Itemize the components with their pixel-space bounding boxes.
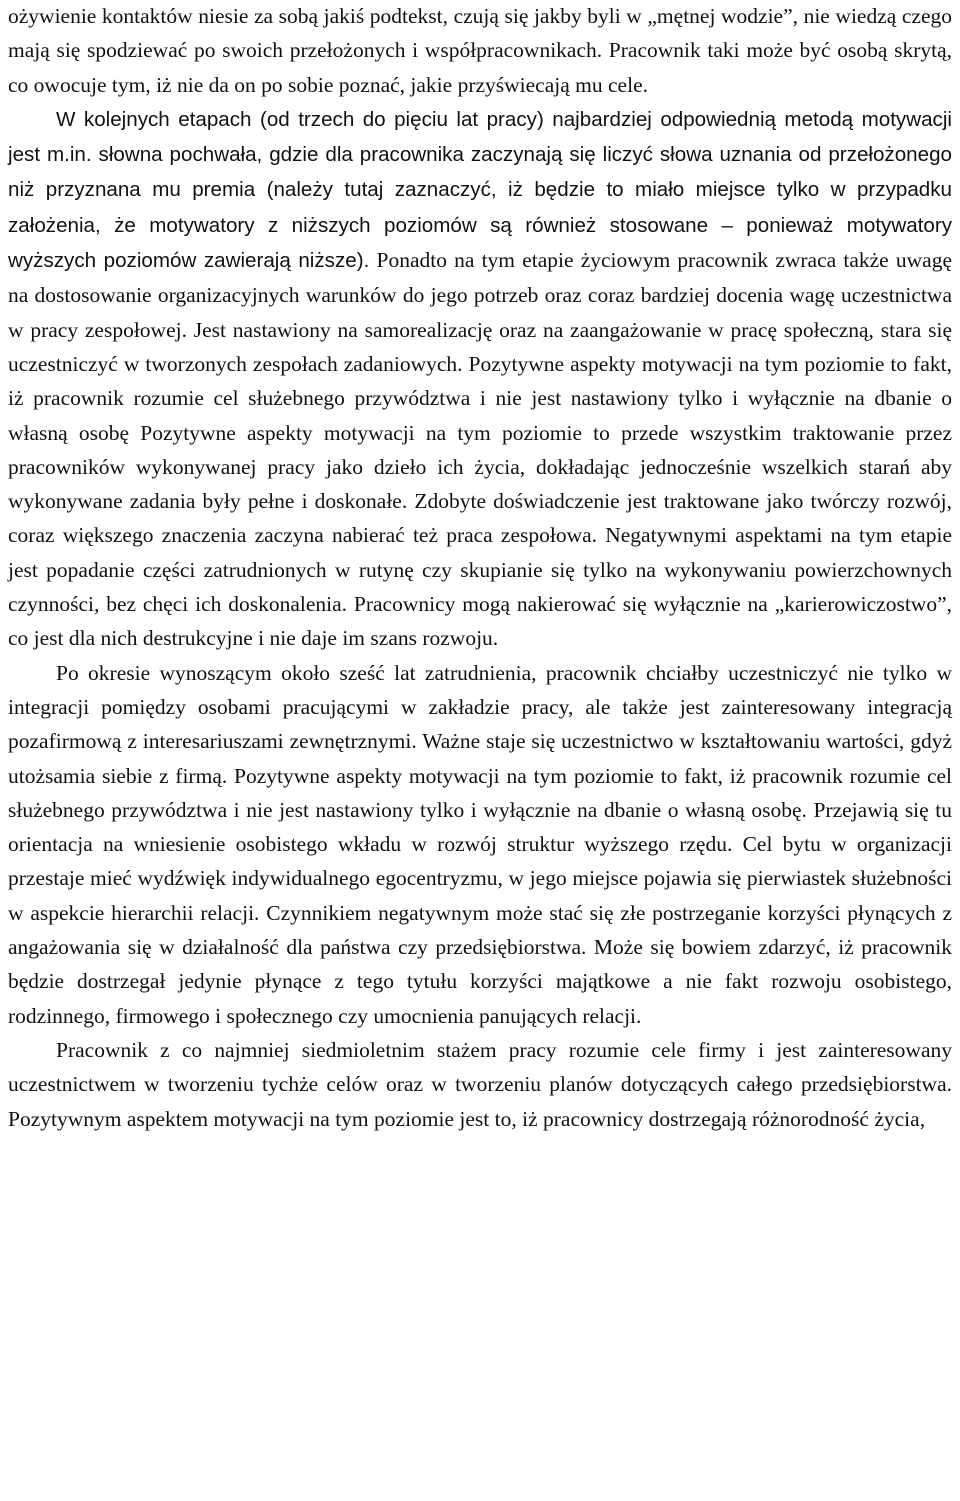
- paragraph-text: Pracownik z co najmniej siedmioletnim stażem pracy rozumie cele firmy i jest zainteresowany uczestnictwem w tworzeniu tychże celów oraz w tworzeniu planów dotyczących całego przedsiębiorstwa. Pozytywnym aspektem motywacji na tym poziomie jest to, iż pracownicy dostrzegają różnorodność życia,: [8, 1037, 952, 1131]
- paragraph-six-years: [8, 656, 952, 1033]
- paragraph-sans-segment: W kolejnych etapach (od trzech do pięciu lat pracy) najbardziej odpowiednią metodą motywacji jest m.in. słowna pochwała, gdzie dla pracownika zaczynają się liczyć słowa uznania od przełożonego niż przyznana mu premia (należy tutaj zaznaczyć, iż będzie to miało miejsce tylko w przypadku założenia, że motywatory z niższych poziomów są również stosowane – ponieważ motywatory wyższych poziomów zawierają niższe).: [8, 107, 952, 273]
- paragraph-text: ożywienie kontaktów niesie za sobą jakiś podtekst, czują się jakby byli w „mętnej wodzie”, nie wiedzą czego mają się spodziewać po swoich przełożonych i współpracownikach. Pracownik taki może być osobą skrytą, co owocuje tym, iż nie da on po sobie poznać, jakie przyświecają mu cele.: [8, 4, 952, 97]
- paragraph-serif-segment: Ponadto na tym etapie życiowym pracownik zwraca także uwagę na dostosowanie organizacyjnych warunków do jego potrzeb oraz coraz bardziej docenia wagę uczestnictwa w pracy zespołowej. Jest nastawiony na samorealizację oraz na zaangażowanie w pracę społeczną, stara się uczestniczyć w tworzonych zespołach zadaniowych. Pozytywne aspekty motywacji na tym poziomie to fakt, iż pracownik rozumie cel służebnego przywództwa i nie jest nastawiony tylko i wyłącznie na dbanie o własną osobę Pozytywne aspekty motywacji na tym poziomie to przede wszystkim traktowanie przez pracowników wykonywanej pracy jako dzieło ich życia, dokładając jednocześnie wszelkich starań aby wykonywane zadania były pełne i doskonałe. Zdobyte doświadczenie jest traktowane jako twórczy rozwój, coraz większego znaczenia zaczyna nabierać też praca zespołowa. Negatywnymi aspektami na tym etapie jest popadanie części zatrudnionych w rutynę czy skupianie się tylko na wykonywaniu powierzchownych czynności, bez chęci ich doskonalenia. Pracownicy mogą nakierować się wyłącznie na „karierowiczostwo”, co jest dla nich destrukcyjne i nie daje im szans rozwoju.: [8, 248, 952, 651]
- paragraph-motivation-3-5-years: [8, 102, 952, 656]
- paragraph-continued: [8, 0, 952, 102]
- document-page: [8, 0, 952, 1136]
- paragraph-text: Po okresie wynoszącym około sześć lat zatrudnienia, pracownik chciałby uczestniczyć nie tylko w integracji pomiędzy osobami pracującymi w zakładzie pracy, ale także jest zainteresowany integracją pozafirmową z interesariuszami zewnętrznymi. Ważne staje się uczestnictwo w kształtowaniu wartości, gdyż utożsamia siebie z firmą. Pozytywne aspekty motywacji na tym poziomie to fakt, iż pracownik rozumie cel służebnego przywództwa i nie jest nastawiony tylko i wyłącznie na dbanie o własną osobę. Przejawią się tu orientacja na wniesienie osobistego wkładu w rozwój struktur wyższego rzędu. Cel bytu w organizacji przestaje mieć wydźwięk indywidualnego egocentryzmu, w jego miejsce pojawia się pierwiastek służebności w aspekcie hierarchii relacji. Czynnikiem negatywnym może stać się złe postrzeganie korzyści płynących z angażowania się w działalność dla państwa czy przedsiębiorstwa. Może się bowiem zdarzyć, iż pracownik będzie dostrzegał jedynie płynące z tego tytułu korzyści majątkowe a nie fakt rozwoju osobistego, rodzinnego, firmowego i społecznego czy umocnienia panujących relacji.: [8, 660, 952, 1028]
- paragraph-seven-years: [8, 1033, 952, 1136]
